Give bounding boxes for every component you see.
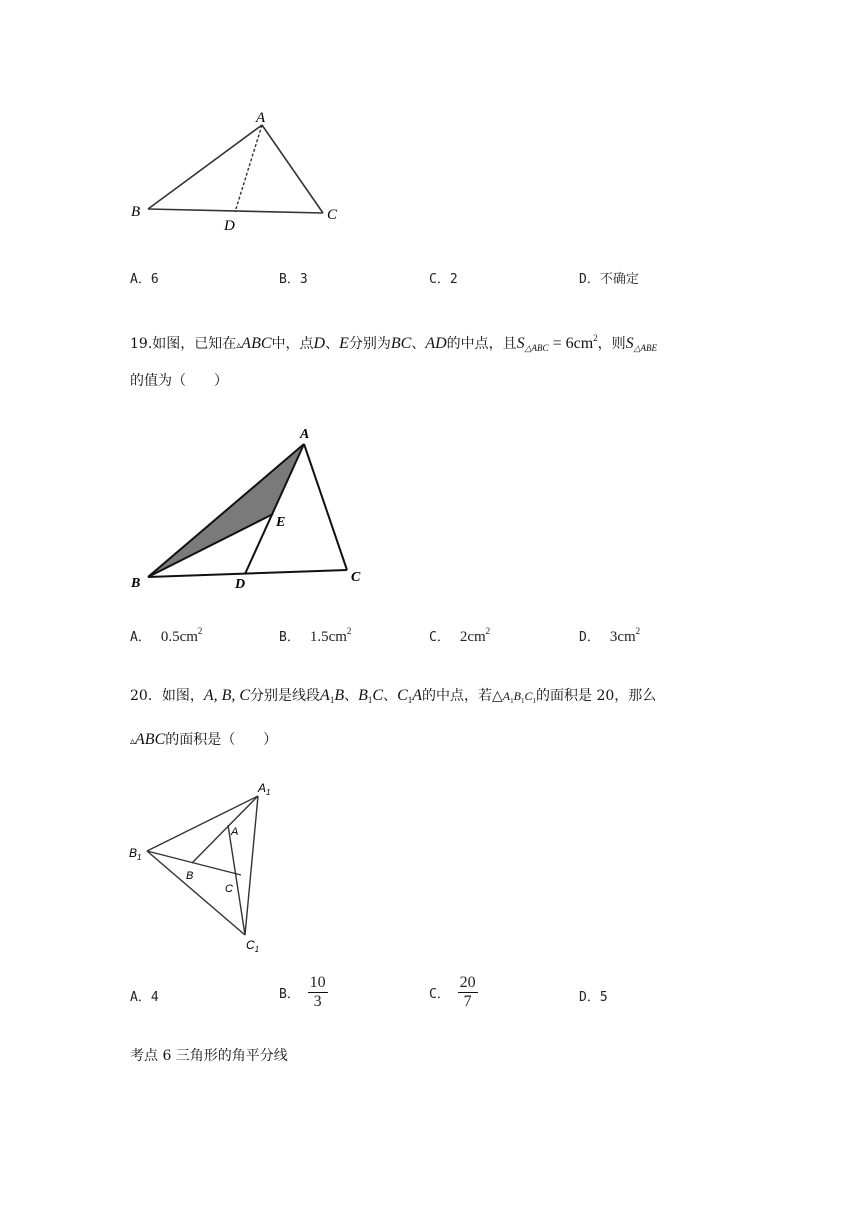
q20-option-c[interactable] — [429, 974, 478, 1011]
option-key: C． — [429, 630, 450, 645]
math-sub-1: 1 — [367, 695, 373, 705]
math-a1b1c1: A — [502, 689, 511, 703]
math-b: B — [513, 689, 521, 703]
stem-text: 的面积是 20，那么 — [536, 688, 657, 704]
option-value: 2cm — [459, 629, 486, 645]
option-value: 6 — [150, 272, 159, 287]
q18-option-b[interactable] — [279, 268, 308, 287]
q19-option-b[interactable] — [279, 626, 351, 646]
option-value: 0.5cm — [160, 629, 198, 645]
option-key: C． — [429, 987, 450, 1002]
math-b: B — [358, 687, 368, 704]
option-value: 不确定 — [599, 272, 639, 287]
q19-label-d: D — [235, 577, 246, 592]
math-equals-6cm: = 6cm — [548, 335, 594, 352]
option-key: D． — [579, 990, 600, 1005]
math-abc-list: A, B, C — [203, 687, 251, 704]
stem-text: 的面积是（ ） — [165, 732, 278, 748]
q19-option-c[interactable] — [429, 626, 490, 646]
q19-triangle-figure — [125, 420, 375, 600]
q20-stem-line2 — [130, 730, 277, 752]
stem-text: 如图， — [161, 688, 204, 704]
q20-option-d[interactable] — [579, 986, 608, 1005]
q18-label-c: C — [327, 207, 338, 223]
q20-triangle-figure — [125, 775, 295, 955]
triangle-symbol: ▵ — [130, 736, 136, 747]
fraction-10-3 — [308, 974, 328, 1011]
option-value: 1.5cm — [309, 629, 347, 645]
q19-option-d[interactable] — [579, 626, 640, 646]
math-c: C — [524, 689, 533, 703]
q19-label-e: E — [276, 515, 286, 530]
math-ad: AD — [425, 335, 447, 352]
option-key: B． — [279, 987, 300, 1002]
q18-triangle-figure — [125, 105, 355, 235]
math-sub-abe: △ABE — [633, 343, 658, 353]
q18-label-a: A — [256, 110, 266, 126]
question-number: 20． — [130, 688, 162, 704]
q18-option-a[interactable] — [130, 268, 159, 287]
q18-median-ad — [235, 125, 262, 212]
q18-label-d: D — [224, 218, 235, 234]
separator: 、 — [383, 688, 398, 704]
math-d: D — [313, 335, 326, 352]
option-value: 5 — [599, 990, 608, 1005]
fraction-numerator: 20 — [459, 974, 476, 991]
q19-option-a[interactable] — [130, 626, 202, 646]
option-key: D． — [579, 272, 600, 287]
math-e: E — [339, 335, 349, 352]
option-sup: 2 — [635, 626, 641, 636]
math-abc: ABC — [135, 731, 166, 748]
q20-side-a1c1 — [245, 796, 258, 935]
math-c: C — [397, 687, 408, 704]
math-sub-1: 1 — [510, 697, 514, 705]
q19-label-c: C — [351, 570, 361, 585]
q19-side-ac — [304, 444, 347, 570]
option-value: 3cm — [609, 629, 636, 645]
fraction-numerator: 10 — [309, 974, 326, 991]
q20-label-b: B — [186, 870, 194, 882]
math-a: A — [412, 687, 423, 704]
stem-text: 的中点，若△ — [422, 688, 503, 704]
math-s: S — [625, 335, 634, 352]
fraction-20-7 — [458, 974, 478, 1011]
math-sup: 2 — [593, 333, 598, 343]
stem-text: 的中点，且 — [446, 336, 517, 352]
option-key: D． — [579, 630, 600, 645]
q20-label-c1: $C_1$ — [246, 938, 260, 954]
fraction-denominator: 7 — [463, 993, 472, 1010]
option-value: 3 — [299, 272, 308, 287]
stem-text: ，则 — [597, 336, 626, 352]
math-sub-1: 1 — [407, 695, 413, 705]
q18-side-bc — [148, 209, 323, 213]
math-abc: ABC — [241, 335, 272, 352]
q19-side-bc — [148, 570, 347, 577]
math-c: C — [372, 687, 384, 704]
q20-stem-line1 — [130, 686, 656, 711]
option-key: A． — [130, 272, 151, 287]
q20-label-b1: $B_1$ — [129, 846, 142, 862]
math-b: B — [334, 687, 345, 704]
option-sup: 2 — [197, 626, 203, 636]
separator: 、 — [411, 336, 426, 352]
option-key: B． — [279, 272, 300, 287]
q18-option-d[interactable] — [579, 268, 639, 287]
math-bc: BC — [390, 335, 412, 352]
q19-label-b: B — [131, 576, 141, 591]
stem-text: 分别是线段 — [250, 688, 321, 704]
stem-text: 如图，已知在 — [152, 336, 237, 352]
q20-option-a[interactable] — [130, 986, 159, 1005]
q20-label-a1: $A_1$ — [258, 781, 271, 797]
separator: 、 — [344, 688, 359, 704]
option-key: C． — [429, 272, 450, 287]
q19-stem-line1 — [130, 328, 657, 358]
q19-stem-line2: 的值为（ ） — [130, 373, 228, 389]
q19-label-a: A — [300, 427, 310, 442]
math-sub-1: 1 — [532, 697, 536, 705]
q20-option-b[interactable] — [279, 974, 328, 1011]
q20-segment-a1b — [192, 796, 258, 863]
math-sub-1: 1 — [329, 695, 335, 705]
q20-label-c: C — [225, 883, 233, 895]
stem-text: 中，点 — [271, 336, 314, 352]
option-value: 4 — [150, 990, 159, 1005]
option-key: A． — [130, 990, 151, 1005]
stem-text: 分别为 — [348, 336, 391, 352]
q18-side-ab — [148, 125, 262, 209]
option-key: A． — [130, 630, 151, 645]
q20-label-a: A — [231, 826, 239, 838]
q18-label-b: B — [131, 204, 141, 220]
option-sup: 2 — [346, 626, 352, 636]
fraction-denominator: 3 — [313, 993, 322, 1010]
q20-segment-ac1 — [228, 825, 245, 935]
math-sub-abc: △ABC — [524, 343, 549, 353]
triangle-symbol: ▵ — [236, 340, 242, 351]
math-a: A — [320, 687, 330, 704]
q18-option-c[interactable] — [429, 268, 458, 287]
option-value: 2 — [449, 272, 458, 287]
math-sub-1: 1 — [520, 697, 525, 705]
option-sup: 2 — [485, 626, 491, 636]
separator: 、 — [325, 336, 340, 352]
q18-side-ac — [262, 125, 323, 213]
q19-side-ab — [148, 444, 304, 577]
section-title: 考点 6 三角形的角平分线 — [130, 1048, 288, 1064]
option-key: B． — [279, 630, 300, 645]
q20-side-b1a1 — [147, 796, 258, 851]
question-number: 19. — [130, 336, 153, 352]
math-s: S — [516, 335, 525, 352]
